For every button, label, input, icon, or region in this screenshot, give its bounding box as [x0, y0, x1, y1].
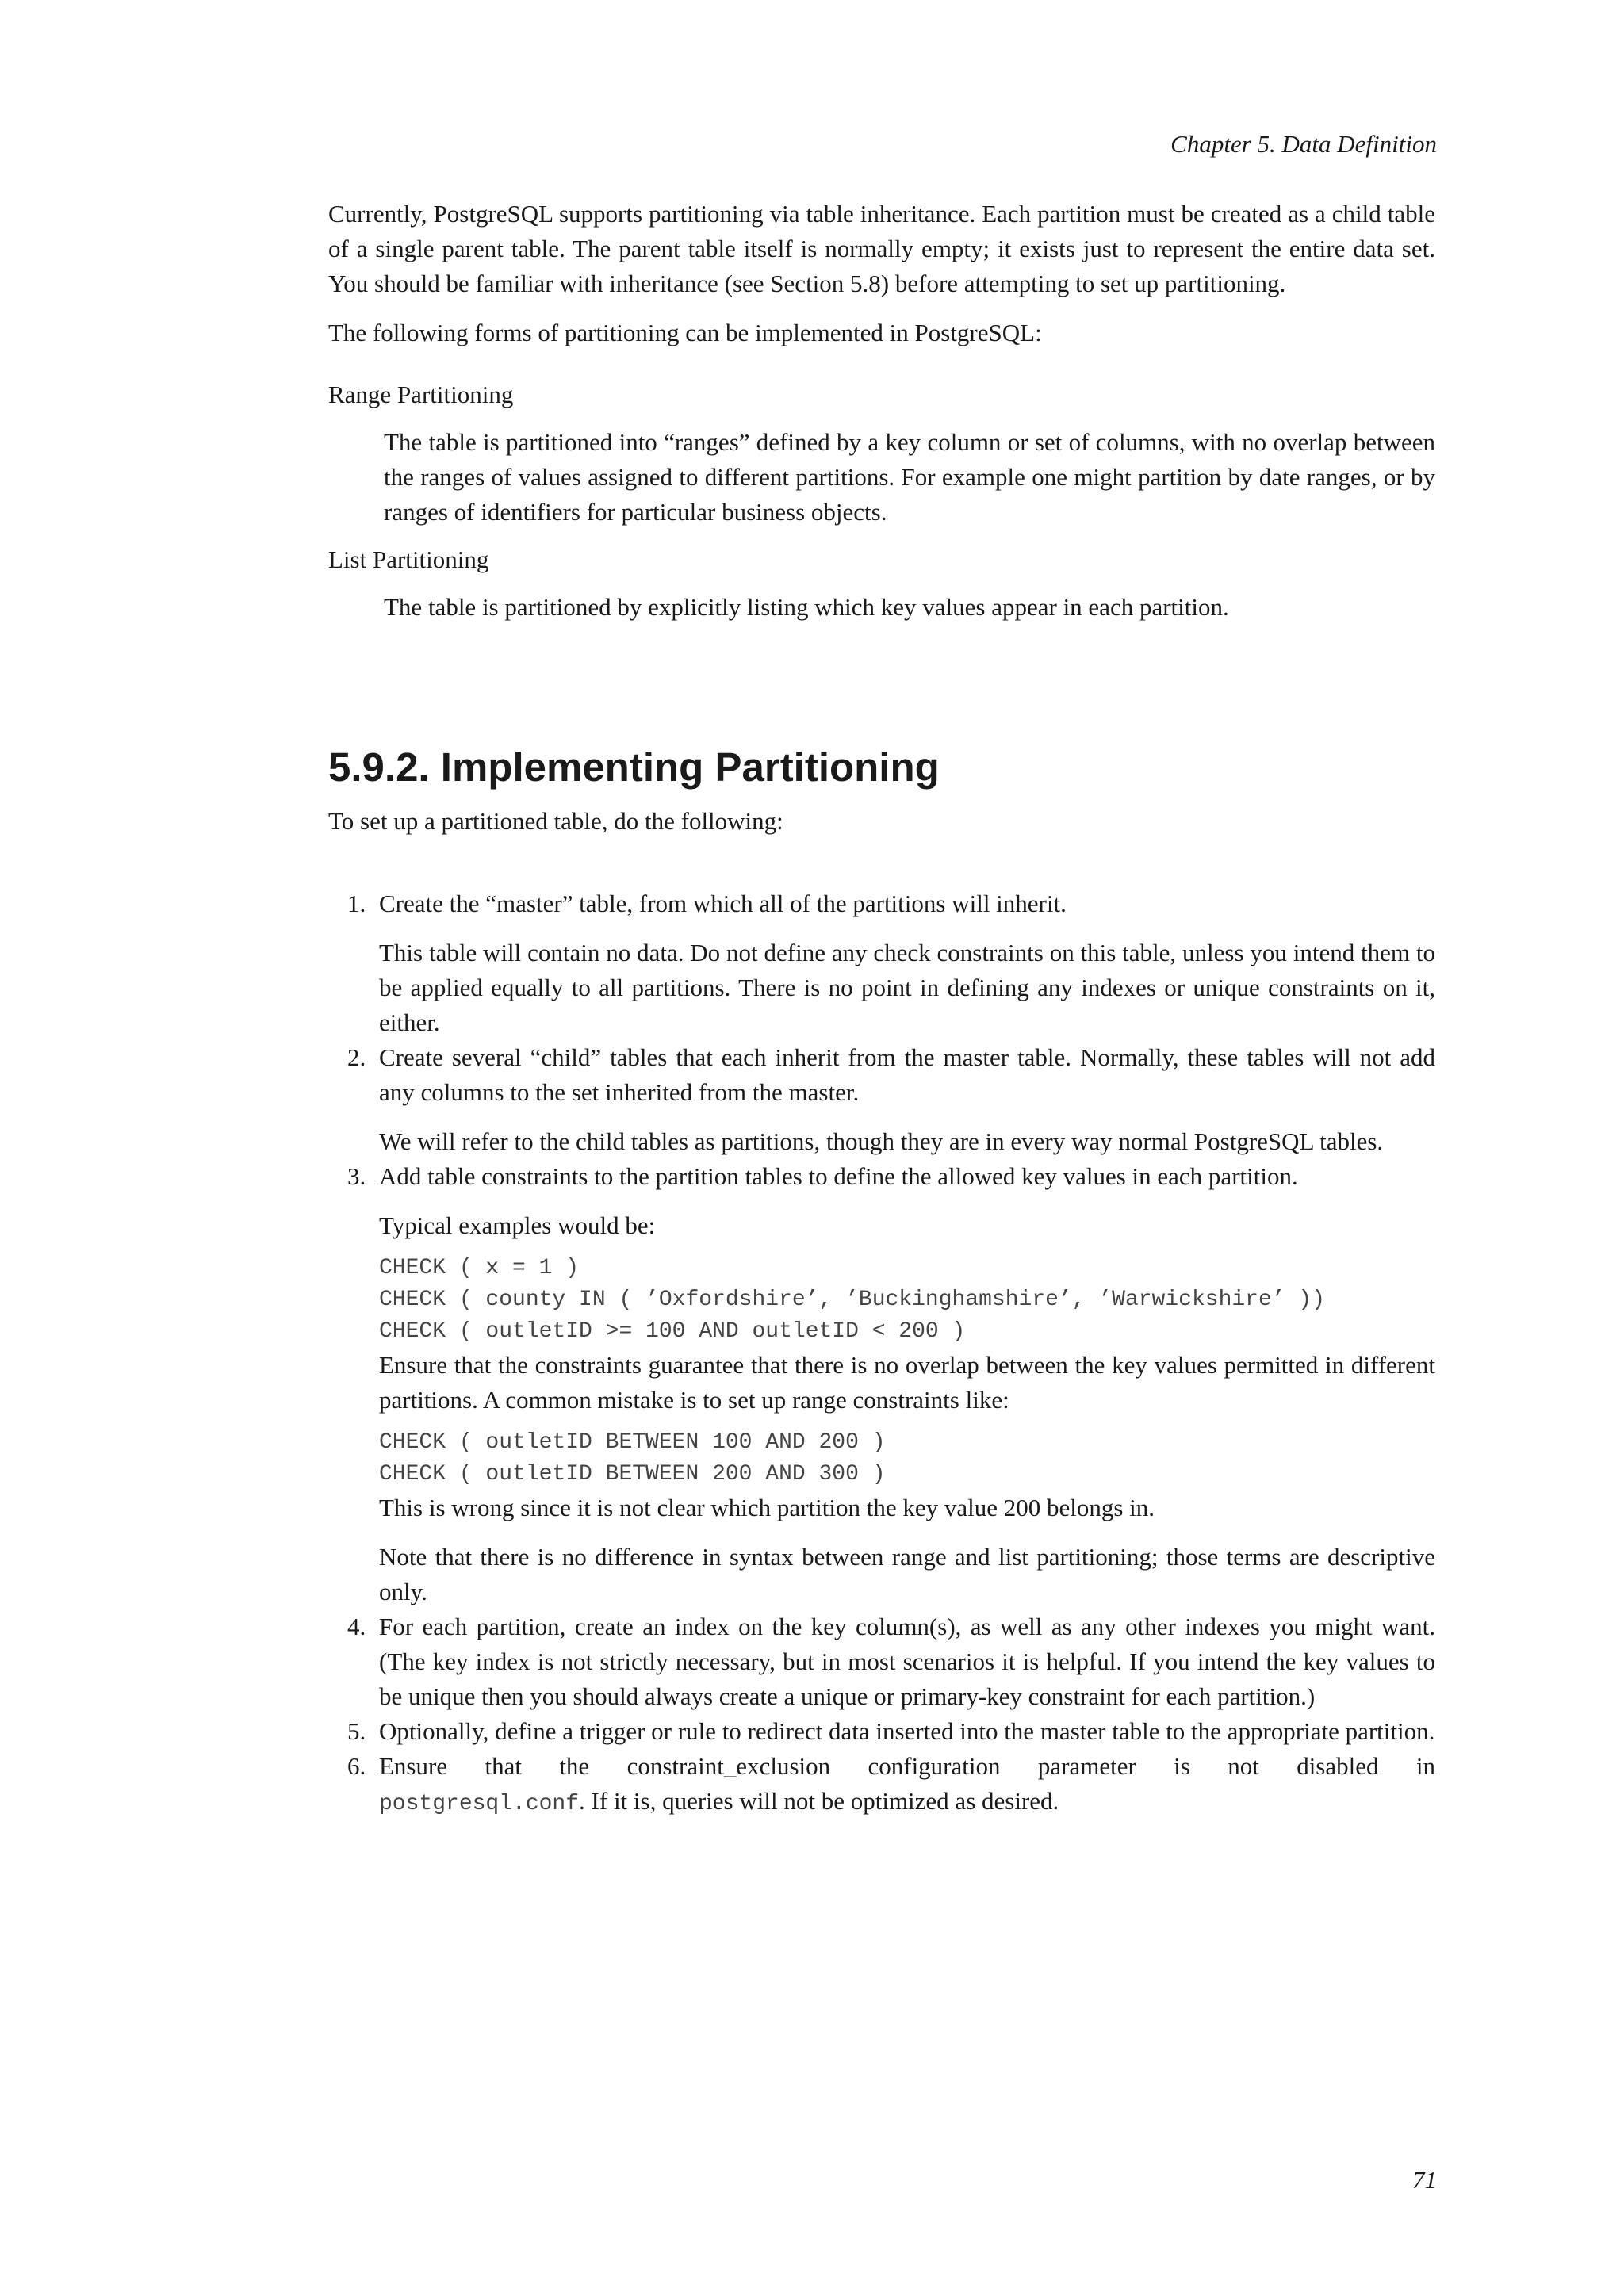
step-text: Add table constraints to the partition tables to define the allowed key values in each partition.: [379, 1162, 1298, 1190]
steps-list: [328, 886, 1435, 1822]
step-paragraph: Ensure that the constraints guarantee that there is no overlap between the key values permitted in different partitions. A common mistake is to set up range constraints like:: [379, 1351, 1435, 1414]
running-header: Chapter 5. Data Definition: [1170, 130, 1437, 158]
section-lead-paragraph: To set up a partitioned table, do the following:: [328, 807, 783, 835]
step-number: 6.: [347, 1752, 366, 1780]
step-text: Optionally, define a trigger or rule to redirect data inserted into the master table to the appropriate partition.: [379, 1717, 1435, 1745]
list-item: [328, 886, 1435, 1040]
code-block-check-examples: CHECK ( x = 1 ) CHECK ( county IN ( ’Oxfordshire’, ’Buckinghamshire’, ’Warwickshire’ )) CHECK ( outletID >= 100 AND outletID < 200 ): [379, 1256, 1325, 1344]
step-note: Note that there is no difference in syntax between range and list partitioning; those terms are descriptive only.: [379, 1543, 1435, 1605]
config-file-name: postgresql.conf: [379, 1792, 580, 1816]
step-detail: Typical examples would be:: [379, 1211, 656, 1239]
definition-list-partitioning: The table is partitioned by explicitly listing which key values appear in each partition.: [384, 593, 1229, 621]
list-item: [328, 1159, 1435, 1609]
section-heading: 5.9.2. Implementing Partitioning: [328, 744, 940, 790]
list-item: [328, 1040, 1435, 1159]
list-item: [328, 1749, 1435, 1822]
page-number: 71: [1412, 2166, 1437, 2194]
step-detail: This table will contain no data. Do not define any check constraints on this table, unless you intend them to be applied equally to all partitions. There is no point in defining any indexes or unique constraints on it, either.: [379, 939, 1435, 1036]
list-item: [328, 1714, 1435, 1749]
step-paragraph: This is wrong since it is not clear which partition the key value 200 belongs in.: [379, 1494, 1155, 1521]
step-number: 4.: [347, 1613, 366, 1640]
definition-range-partitioning: The table is partitioned into “ranges” defined by a key column or set of columns, with no overlap between the ranges of values assigned to different partitions. For example one might partition by date ranges, or by ranges of identifiers for particular business objects.: [384, 428, 1435, 526]
step-text: Create several “child” tables that each inherit from the master table. Normally, these tables will not add any columns to the set inherited from the master.: [379, 1043, 1435, 1106]
step-number: 5.: [347, 1717, 366, 1745]
term-list-partitioning: List Partitioning: [328, 545, 489, 573]
step-detail: We will refer to the child tables as partitions, though they are in every way normal PostgreSQL tables.: [379, 1127, 1384, 1155]
step-number: 2.: [347, 1043, 366, 1071]
step-text-tail: . If it is, queries will not be optimized as desired.: [579, 1787, 1059, 1815]
step-text-line2: [379, 1784, 1435, 1822]
page-body: [328, 127, 1435, 1822]
code-block-range-constraints: CHECK ( outletID BETWEEN 100 AND 200 ) CHECK ( outletID BETWEEN 200 AND 300 ): [379, 1430, 886, 1487]
intro-paragraph: Currently, PostgreSQL supports partitioning via table inheritance. Each partition must be created as a child table of a single parent table. The parent table itself is normally empty; it exists just to represent the entire data set. You should be familiar with inheritance (see Section 5.8) before attempting to set up partitioning.: [328, 200, 1435, 297]
list-item: [328, 1609, 1435, 1714]
term-range-partitioning: Range Partitioning: [328, 381, 514, 408]
forms-intro-paragraph: The following forms of partitioning can be implemented in PostgreSQL:: [328, 319, 1042, 346]
step-text: For each partition, create an index on the key column(s), as well as any other indexes you might want. (The key index is not strictly necessary, but in most scenarios it is helpful. If you intend the key values to be unique then you should always create a unique or primary-key constraint for each partition.): [379, 1613, 1435, 1710]
partitioning-forms-list: [328, 377, 1435, 625]
step-text: Create the “master” table, from which all of the partitions will inherit.: [379, 890, 1067, 917]
step-text-line1: Ensure that the constraint_exclusion configuration parameter is not disabled in: [379, 1752, 1435, 1780]
step-number: 1.: [347, 890, 366, 917]
step-number: 3.: [347, 1162, 366, 1190]
